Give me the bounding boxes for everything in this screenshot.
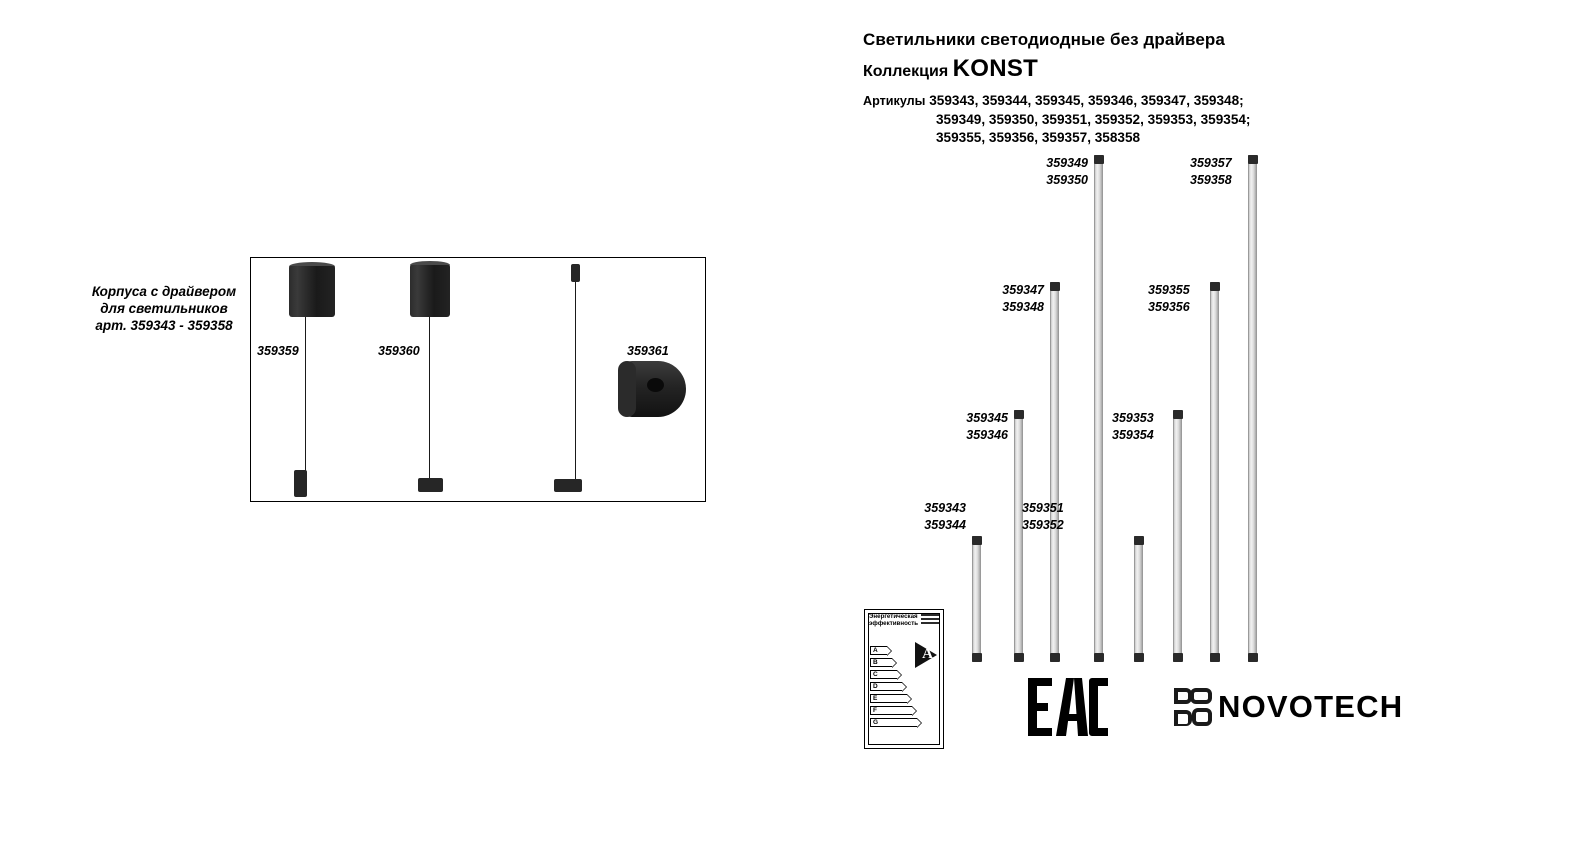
tube-cap-bottom: [1248, 653, 1258, 662]
tube-code: 359344: [924, 517, 966, 532]
tube-cap-top: [1094, 155, 1104, 164]
tube-shaft: [1248, 155, 1257, 662]
article-list: [863, 92, 1250, 148]
article-numbers-1: 359343, 359344, 359345, 359346, 359347, 359348;: [929, 93, 1244, 108]
tube-label-359349-359350: [980, 155, 1088, 188]
fixture-code-359361: 359361: [627, 344, 669, 358]
tube-cap-bottom: [972, 653, 982, 662]
tube-shaft: [1014, 410, 1023, 662]
tube-cap-top: [1050, 282, 1060, 291]
suspension-wire: [575, 282, 576, 480]
tube-code: 359358: [1190, 172, 1232, 187]
tube-cap-top: [1014, 410, 1024, 419]
tube-cap-top: [972, 536, 982, 545]
ceiling-mount: [571, 264, 580, 282]
tube-label-359351-359352: [1022, 500, 1128, 533]
tube-code: 359353: [1112, 411, 1154, 425]
tube-code: 359345: [966, 411, 1008, 425]
novotech-logo: [1172, 684, 1403, 730]
novotech-mark-icon: [1172, 686, 1214, 728]
energy-class-g: G: [870, 718, 917, 727]
fixture-code-359360: 359360: [378, 344, 420, 358]
tube-shaft: [1094, 155, 1103, 662]
tube-code: 359355: [1148, 283, 1190, 297]
round-housing-side: [618, 361, 636, 417]
tube-code: 359357: [1190, 156, 1232, 170]
fixture-code-359359: 359359: [257, 344, 299, 358]
tube-label-359343-359344: [858, 500, 966, 533]
tube-cap-bottom: [1173, 653, 1183, 662]
energy-class-a: A: [870, 646, 887, 655]
energy-class-c: C: [870, 670, 897, 679]
tube-shaft: [1173, 410, 1182, 662]
collection-name: KONST: [952, 55, 1039, 82]
caption-line-3: арт. 359343 - 359358: [95, 318, 233, 333]
energy-title-line-1: Энергетическая: [869, 613, 918, 620]
title-block: [863, 30, 1225, 83]
tube-label-359347-359348: [936, 282, 1044, 315]
energy-class-d: D: [870, 682, 902, 691]
eac-mark-icon: [1028, 678, 1108, 736]
energy-class-row-a: [870, 646, 887, 656]
tube-code: 359352: [1022, 517, 1064, 532]
energy-title-line-2: эффективность: [869, 620, 919, 627]
tube-label-359353-359354: [1112, 410, 1218, 443]
tube-cap-bottom: [1210, 653, 1220, 662]
energy-class-row-f: [870, 706, 912, 716]
collection-label: Коллекция: [863, 63, 949, 80]
energy-class-row-g: [870, 718, 917, 728]
wire-end-connector: [418, 478, 443, 492]
tube-code: 359354: [1112, 427, 1154, 442]
tube-shaft: [1050, 282, 1059, 662]
suspension-wire: [429, 317, 430, 484]
tube-cap-bottom: [1134, 653, 1144, 662]
caption-line-2: для светильников: [100, 301, 228, 316]
wire-end-connector: [294, 470, 307, 497]
energy-class-f: F: [870, 706, 912, 715]
tube-cap-top: [1134, 536, 1144, 545]
suspension-wire: [305, 317, 306, 475]
round-housing-aperture: [647, 378, 664, 392]
tube-code: 359346: [966, 427, 1008, 442]
tube-label-359357-359358: [1190, 155, 1296, 188]
tube-label-359345-359346: [900, 410, 1008, 443]
cylinder-body: [410, 265, 450, 317]
tube-code: 359349: [1046, 156, 1088, 170]
article-line-1: [863, 92, 1250, 111]
energy-efficiency-label: [864, 609, 944, 749]
article-numbers-2: 359349, 359350, 359351, 359352, 359353, 359354;: [936, 111, 1251, 127]
article-numbers-3: 359355, 359356, 359357, 358358: [936, 130, 1141, 145]
caption-line-1: Корпуса с драйвером: [91, 284, 237, 299]
tube-shaft: [1134, 536, 1143, 662]
selected-energy-class-letter: A: [922, 646, 933, 662]
energy-class-row-d: [870, 682, 902, 692]
page-title: Светильники светодиодные без драйвера: [863, 30, 1225, 49]
energy-class-row-b: [870, 658, 892, 668]
tube-cap-bottom: [1094, 653, 1104, 662]
tube-cap-bottom: [1050, 653, 1060, 662]
articles-label: Артикулы: [863, 94, 926, 108]
tube-code: 359356: [1148, 299, 1190, 314]
energy-class-row-e: [870, 694, 907, 704]
tube-code: 359350: [1046, 172, 1088, 187]
energy-class-b: B: [870, 658, 892, 667]
tube-code: 359343: [924, 501, 966, 515]
novotech-wordmark: NOVOTECH: [1218, 689, 1404, 724]
tube-shaft: [1210, 282, 1219, 662]
tube-label-359355-359356: [1148, 282, 1254, 315]
tube-code: 359351: [1022, 501, 1064, 515]
left-panel-caption: [74, 283, 254, 334]
energy-class-row-c: [870, 670, 897, 680]
energy-label-title: [869, 613, 917, 627]
energy-label-bars-icon: [921, 614, 939, 625]
right-spec-panel: [800, 0, 1587, 858]
cylinder-body: [289, 266, 335, 317]
tube-shaft: [972, 536, 981, 662]
wire-end-connector: [554, 479, 582, 492]
tube-cap-bottom: [1014, 653, 1024, 662]
collection-line: [863, 55, 1225, 83]
tube-code: 359347: [1002, 283, 1044, 297]
energy-class-e: E: [870, 694, 907, 703]
tube-code: 359348: [1002, 299, 1044, 314]
